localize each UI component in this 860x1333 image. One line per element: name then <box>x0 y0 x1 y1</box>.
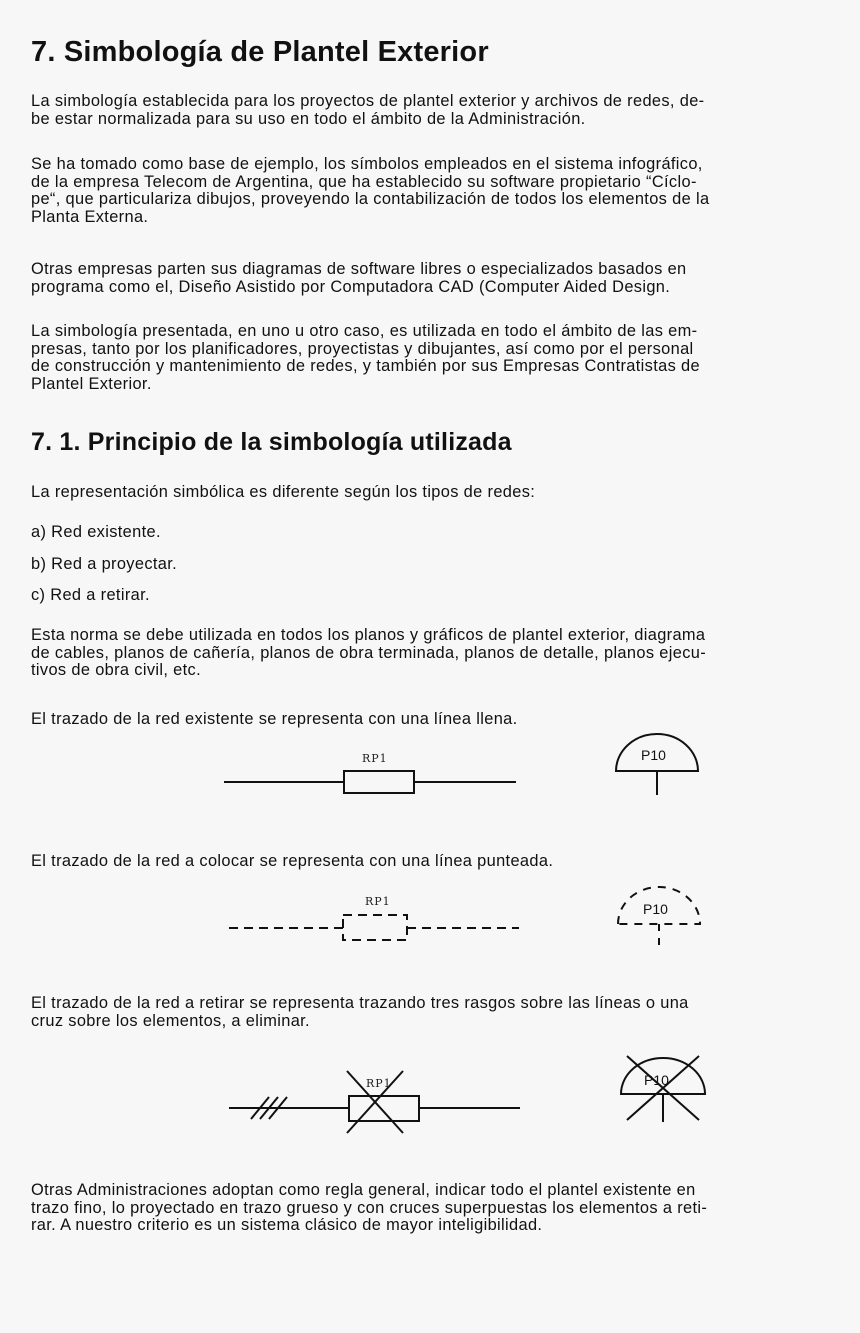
paragraph-1: La simbología establecida para los proyectos de plantel exterior y archivos de redes, de- be estar normalizada para su uso en todo el ámbito de la Administración. <box>31 92 705 128</box>
existing-network-caption: El trazado de la red existente se representa con una línea llena. <box>31 710 518 728</box>
cable-label: RP1 <box>366 1077 392 1090</box>
paragraph-3: Otras empresas parten sus diagramas de software libres o especializados basados en programa como el, Diseño Asistido por Computadora CAD (Computer Aided Design. <box>31 260 687 296</box>
closing-paragraph: Otras Administraciones adoptan como regla general, indicar todo el plantel existente en trazo fino, lo proyectado en trazo grueso y con cruces superpuestas los elementos a reti- rar. A nuestro criterio es un sistema clásico de mayor inteligibilidad. <box>31 1181 708 1235</box>
list-item: b) Red a proyectar. <box>31 555 178 573</box>
cable-label: RP1 <box>362 752 388 765</box>
existing-cable-symbol <box>220 745 520 800</box>
page-title: 7. Simbología de Plantel Exterior <box>31 36 489 68</box>
remove-cable-symbol <box>225 1065 530 1140</box>
new-pedestal-symbol <box>612 880 707 955</box>
pedestal-label: P10 <box>641 747 666 763</box>
section-subtitle: 7. 1. Principio de la simbología utilizada <box>31 428 512 456</box>
cable-label: RP1 <box>365 895 391 908</box>
norm-paragraph: Esta norma se debe utilizada en todos los planos y gráficos de plantel exterior, diagrama de cables, planos de cañería, planos de obra terminada, planos de detalle, planos ejecu- tivos de obra civil, etc. <box>31 626 707 680</box>
new-network-caption: El trazado de la red a colocar se representa con una línea punteada. <box>31 852 554 870</box>
existing-pedestal-symbol <box>610 730 705 800</box>
paragraph-4: La simbología presentada, en uno u otro caso, es utilizada en todo el ámbito de las em- presas, tanto por los planificadores, proyectistas y dibujantes, así como por el personal de construcción y mantenimiento de redes, y también por sus Empresas Contratistas de Plantel Exterior. <box>31 322 700 393</box>
pedestal-label: P10 <box>643 901 668 917</box>
list-item: c) Red a retirar. <box>31 586 150 604</box>
list-item: a) Red existente. <box>31 523 161 541</box>
remove-pedestal-symbol <box>613 1050 713 1128</box>
new-cable-symbol <box>225 890 525 950</box>
pedestal-label: P10 <box>644 1072 669 1088</box>
remove-network-caption: El trazado de la red a retirar se representa trazando tres rasgos sobre las líneas o una cruz sobre los elementos, a eliminar. <box>31 994 689 1030</box>
intro-text: La representación simbólica es diferente según los tipos de redes: <box>31 483 536 501</box>
paragraph-2: Se ha tomado como base de ejemplo, los símbolos empleados en el sistema infográfico, de la empresa Telecom de Argentina, que ha establecido su software propietario “Cíclo- pe“, que particulariza dibujos, proveyendo la contabilización de todos los elementos de la Planta Externa. <box>31 155 710 226</box>
